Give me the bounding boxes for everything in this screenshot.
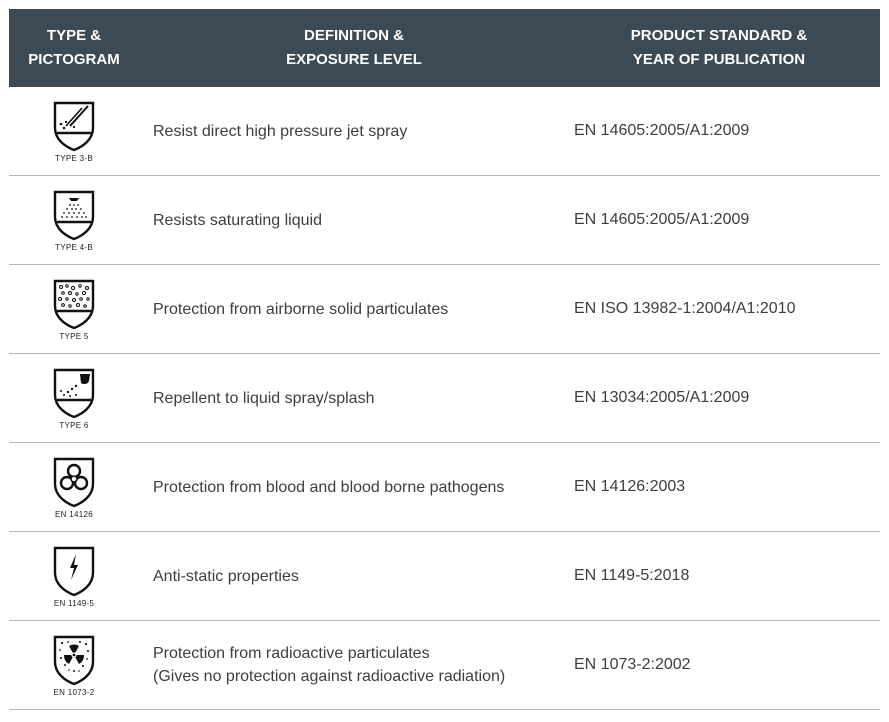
definition-text: Protection from blood and blood borne pathogens: [153, 478, 505, 496]
pictogram-cell: [9, 456, 139, 519]
pictogram-caption: TYPE 5: [59, 331, 89, 341]
standard-cell: EN 14605:2005/A1:2009: [574, 211, 750, 228]
pictogram-caption: TYPE 3-B: [55, 153, 93, 163]
header-col3-line1: PRODUCT STANDARD &: [630, 27, 808, 44]
antistatic-lightning-icon: [52, 545, 96, 597]
type-6-splash-icon: [52, 367, 96, 419]
pictogram-caption: TYPE 4-B: [55, 242, 93, 252]
header-col3-line2: YEAR OF PUBLICATION: [632, 51, 806, 68]
standard-cell: EN 1073-2:2002: [574, 656, 691, 673]
table-row: [9, 87, 880, 176]
definition-note: (Gives no protection against radioactive radiation): [153, 668, 506, 685]
pictogram-cell: [9, 545, 139, 608]
table-row: [9, 265, 880, 354]
definition-text: Resist direct high pressure jet spray: [153, 122, 408, 140]
pictogram-caption: EN 14126: [55, 509, 93, 519]
pictogram-cell: [9, 367, 139, 430]
protection-standards-table: [9, 9, 880, 710]
table-row: [9, 354, 880, 443]
header-col2-line2: EXPOSURE LEVEL: [286, 51, 422, 68]
definition-cell: [139, 298, 569, 321]
type-3b-jet-spray-icon: [52, 100, 96, 152]
header-definition: [139, 24, 569, 72]
header-col1-line1: TYPE &: [46, 27, 102, 44]
definition-cell: [139, 476, 569, 499]
type-5-particulate-icon: [52, 278, 96, 330]
definition-text: Repellent to liquid spray/splash: [153, 389, 375, 407]
pictogram-cell: [9, 278, 139, 341]
pictogram-cell: [9, 189, 139, 252]
type-4b-shower-icon: [52, 189, 96, 241]
table-row: [9, 532, 880, 621]
table-row: [9, 443, 880, 532]
standard-cell: EN 1149-5:2018: [574, 567, 690, 584]
table-header: [9, 9, 880, 87]
definition-text: Protection from airborne solid particulates: [153, 300, 449, 318]
pictogram-caption: EN 1149-5: [53, 598, 95, 608]
table-row: [9, 176, 880, 265]
radioactive-particulate-icon: [52, 634, 96, 686]
definition-cell: [139, 120, 569, 143]
definition-cell: [139, 209, 569, 232]
definition-cell: [139, 387, 569, 410]
header-col2-line1: DEFINITION &: [304, 27, 404, 44]
definition-text: Protection from radioactive particulates: [153, 645, 430, 662]
pictogram-cell: [9, 634, 139, 697]
header-type-pictogram: [9, 24, 139, 72]
header-col1-line2: PICTOGRAM: [28, 51, 120, 68]
pictogram-caption: TYPE 6: [59, 420, 89, 430]
definition-text: Anti-static properties: [153, 567, 299, 585]
pictogram-cell: [9, 100, 139, 163]
biohazard-icon: [52, 456, 96, 508]
definition-text: Resists saturating liquid: [153, 211, 322, 229]
standard-cell: EN ISO 13982-1:2004/A1:2010: [574, 300, 796, 317]
table-row: [9, 621, 880, 710]
standard-cell: EN 14126:2003: [574, 478, 686, 495]
pictogram-caption: EN 1073-2: [53, 687, 95, 697]
standard-cell: EN 13034:2005/A1:2009: [574, 389, 750, 406]
standard-cell: EN 14605:2005/A1:2009: [574, 122, 750, 139]
header-standard: [569, 24, 869, 72]
definition-cell: [139, 565, 569, 588]
definition-cell: [139, 642, 569, 688]
